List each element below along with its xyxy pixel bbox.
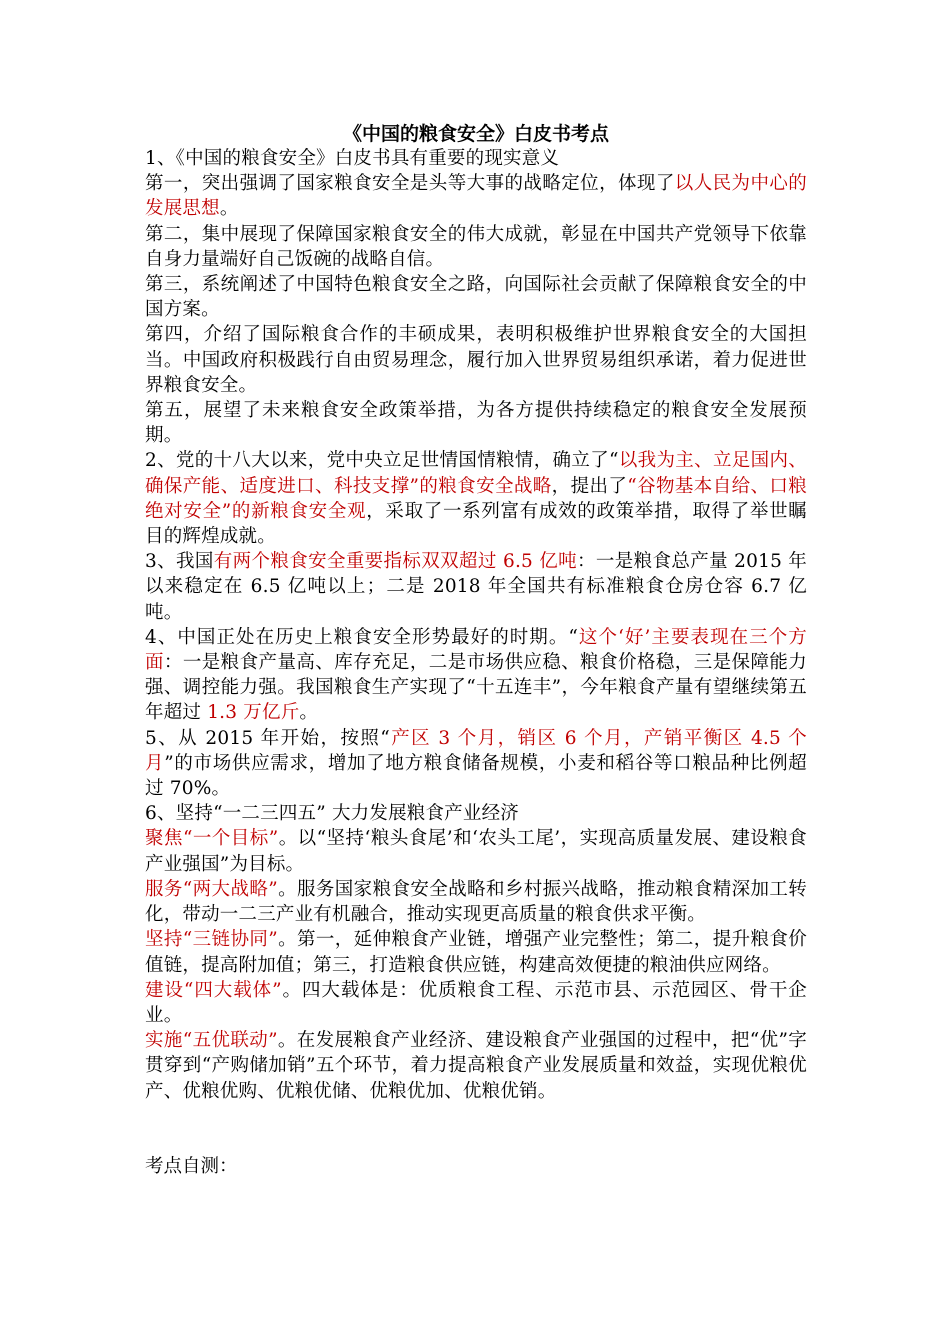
highlight-text: 以我为主、立足国内、确保产能、适度进口、科技支撑”的粮食安全战略 <box>145 450 807 497</box>
highlight-text: 服务“两大战略” <box>145 878 278 900</box>
spacer <box>145 1104 807 1154</box>
section-6-item-2 <box>145 877 807 927</box>
section-6-item-4 <box>145 978 807 1028</box>
self-test-label: 考点自测： <box>145 1155 238 1177</box>
text: ：一是粮食总产量 2015 年以来稳定在 6.5 亿吨以上；二是 2018 年全国共有标准粮食仓房仓容 6.7 亿吨。 <box>145 551 808 623</box>
section-5 <box>145 726 807 802</box>
text: 2、党的十八大以来，党中央立足世情国情粮情，确立了“ <box>145 450 619 472</box>
text: 。四大载体是：优质粮食工程、示范市县、示范园区、骨干企业。 <box>145 979 807 1026</box>
text: 。第一，延伸粮食产业链，增强产业完整性；第二，提升粮食价值链，提高附加值；第三，打造粮食供应链，构建高效便捷的粮油供应网络。 <box>145 929 807 976</box>
highlight-text: 以人民为中心的发展思想 <box>145 173 808 220</box>
section-6-heading: 6、坚持“一二三四五” 大力发展粮食产业经济 <box>145 803 519 825</box>
section-1-heading: 1、《中国的粮食安全》白皮书具有重要的现实意义 <box>145 148 560 169</box>
text: 5、从 2015 年开始，按照“ <box>145 727 390 749</box>
text: ，采取了一系列富有成效的政策举措，取得了举世瞩目的辉煌成就。 <box>145 500 808 548</box>
section-1-point-5: 第五，展望了未来粮食安全政策举措，为各方提供持续稳定的粮食安全发展预期。 <box>145 400 807 447</box>
section-6-item-1 <box>145 826 807 876</box>
text: ：一是粮食产量高、库存充足，二是市场供应稳、粮食价格稳，三是保障能力强、调控能力强。我国粮食生产实现了“十五连丰”，今年粮食产量有望继续第五年超过 <box>145 652 807 724</box>
text: 。 <box>299 702 319 724</box>
section-6-item-5 <box>145 1028 807 1104</box>
section-6-item-3 <box>145 927 807 977</box>
text: ，提出了 <box>551 475 628 497</box>
section-1-point-2: 第二，集中展现了保障国家粮食安全的伟大成就，彰显在中国共产党领导下依靠自身力量端好自己饭碗的战略自信。 <box>145 223 807 270</box>
text: ”的市场供应需求，增加了地方粮食储备规模，小麦和稻谷等口粮品种比例超过 70%。 <box>145 752 807 800</box>
section-1-point-4: 第四，介绍了国际粮食合作的丰硕成果，表明积极维护世界粮食安全的大国担当。中国政府积极践行自由贸易理念，履行加入世界贸易组织承诺，着力促进世界粮食安全。 <box>145 324 807 396</box>
highlight-text: 有两个粮食安全重要指标双双超过 6.5 亿吨 <box>213 551 577 573</box>
section-3 <box>145 549 807 625</box>
highlight-text: 聚焦“一个目标” <box>145 828 279 850</box>
highlight-text: “谷物基本自给、口粮绝对安全”的新粮食安全观 <box>145 475 807 522</box>
text: 第一，突出强调了国家粮食安全是头等大事的战略定位，体现了 <box>145 173 675 195</box>
text: 。服务国家粮食安全战略和乡村振兴战略，推动粮食精深加工转化，带动一二三产业有机融合，推动实现更高质量的粮食供求平衡。 <box>145 878 807 926</box>
document-page <box>145 122 807 1179</box>
section-1-point-3: 第三，系统阐述了中国特色粮食安全之路，向国际社会贡献了保障粮食安全的中国方案。 <box>145 274 807 321</box>
highlight-text: 产区 3 个月，销区 6 个月，产销平衡区 4.5 个月 <box>145 727 807 774</box>
section-1-point-1 <box>145 171 807 221</box>
text: 。以“坚持‘粮头食尾’和‘农头工尾’，实现高质量发展、建设粮食产业强国”为目标。 <box>145 828 807 875</box>
highlight-text: 这个‘好’主要表现在三个方面 <box>145 626 807 674</box>
highlight-text: 建设“四大载体” <box>145 979 282 1001</box>
text: 3、我国 <box>145 551 214 573</box>
section-2 <box>145 448 807 549</box>
document-title: 《中国的粮食安全》白皮书考点 <box>342 123 609 145</box>
section-4 <box>145 625 807 726</box>
highlight-text: 实施“五优联动” <box>145 1030 278 1052</box>
text: 4、中国正处在历史上粮食安全形势最好的时期。“ <box>145 626 579 648</box>
text: 。在发展粮食产业经济、建设粮食产业强国的过程中，把“优”字贯穿到“产购储加销”五个环节，着力提高粮食产业发展质量和效益，实现优粮优产、优粮优购、优粮优储、优粮优加、优粮优销。 <box>145 1030 807 1102</box>
highlight-text: 1.3 万亿斤 <box>207 702 300 724</box>
text: 。 <box>219 198 239 220</box>
highlight-text: 坚持“三链协同” <box>145 929 278 951</box>
